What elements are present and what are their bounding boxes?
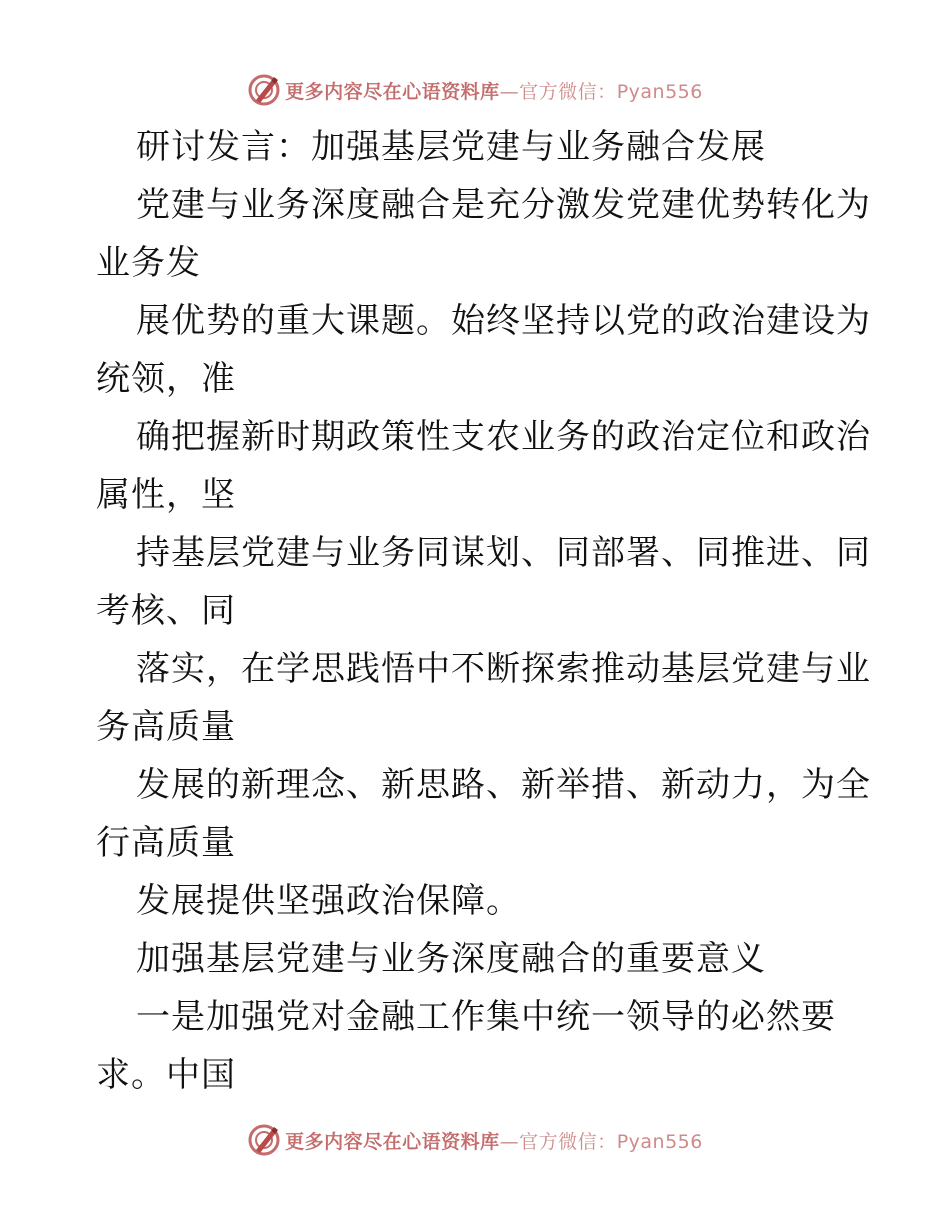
header-banner — [0, 70, 950, 110]
banner-text — [285, 77, 703, 104]
banner-wechat-label: 官方微信： — [519, 1130, 617, 1153]
banner-separator: — — [499, 80, 520, 103]
banner-main-text: 更多内容尽在心语资料库 — [285, 1130, 500, 1153]
paragraph-line: 统领，准 — [96, 359, 236, 399]
paragraph-line: 持基层党建与业务同谋划、同部署、同推进、同 — [136, 533, 871, 573]
footer-banner — [0, 1120, 950, 1160]
document-body — [96, 118, 871, 1104]
section-heading: 加强基层党建与业务深度融合的重要意义 — [136, 939, 766, 979]
paragraph-line: 行高质量 — [96, 823, 236, 863]
paragraph-line: 一是加强党对金融工作集中统一领导的必然要 — [136, 997, 836, 1037]
paragraph-line: 发展的新理念、新思路、新举措、新动力，为全 — [136, 765, 871, 805]
paragraph-line: 属性，坚 — [96, 475, 236, 515]
document-title: 研讨发言：加强基层党建与业务融合发展 — [136, 127, 766, 167]
banner-text — [285, 1127, 703, 1154]
paragraph-line: 务高质量 — [96, 707, 236, 747]
pen-logo-icon — [247, 1123, 281, 1157]
paragraph-line: 发展提供坚强政治保障。 — [136, 881, 521, 921]
banner-wechat-label: 官方微信： — [519, 80, 617, 103]
paragraph-line: 考核、同 — [96, 591, 236, 631]
banner-main-text: 更多内容尽在心语资料库 — [285, 80, 500, 103]
paragraph-line: 确把握新时期政策性支农业务的政治定位和政治 — [136, 417, 871, 457]
pen-logo-icon — [247, 73, 281, 107]
banner-wechat-id: Pyan556 — [616, 80, 703, 103]
banner-separator: — — [499, 1130, 520, 1153]
paragraph-line: 落实，在学思践悟中不断探索推动基层党建与业 — [136, 649, 871, 689]
paragraph-line: 求。中国 — [96, 1055, 236, 1095]
paragraph-line: 业务发 — [96, 243, 201, 283]
paragraph-line: 党建与业务深度融合是充分激发党建优势转化为 — [136, 185, 871, 225]
banner-wechat-id: Pyan556 — [616, 1130, 703, 1153]
paragraph-line: 展优势的重大课题。始终坚持以党的政治建设为 — [136, 301, 871, 341]
